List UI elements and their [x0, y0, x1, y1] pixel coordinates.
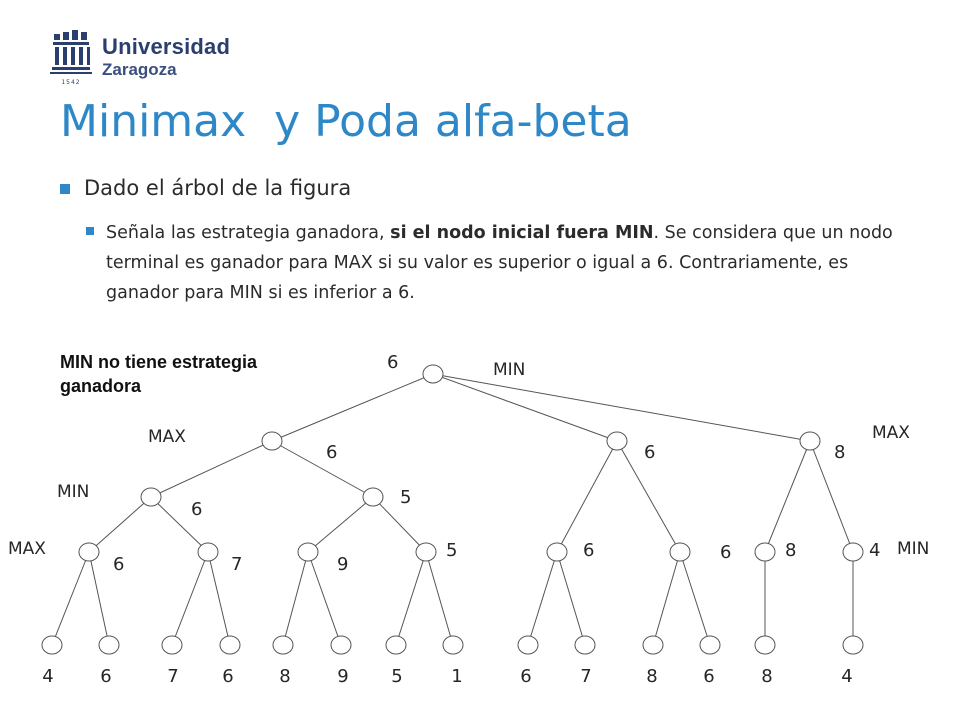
node-value-b3: 8 [834, 442, 846, 463]
level-label-min-left: MIN [57, 482, 90, 502]
tree-leaf [575, 636, 595, 654]
tree-edge [283, 552, 308, 645]
tree-node-d8 [843, 543, 863, 561]
node-value-d4: 5 [446, 540, 458, 561]
tree-node-d1 [79, 543, 99, 561]
level-label-min-root: MIN [493, 360, 526, 380]
leaf-value: 8 [646, 666, 658, 687]
tree-leaf [162, 636, 182, 654]
node-value-d5: 6 [583, 540, 595, 561]
tree-node-d6 [670, 543, 690, 561]
tree-edge [151, 441, 272, 497]
tree-edge [653, 552, 680, 645]
bullet-level1-text: Dado el árbol de la figura [84, 176, 352, 200]
level-label-max-left: MAX [148, 427, 186, 447]
leaf-value: 4 [42, 666, 54, 687]
node-value-d1: 6 [113, 554, 125, 575]
leaf-value: 6 [703, 666, 715, 687]
bullet-level2-post: . Se considera que un nodo terminal es ganador para MAX si su valor es superior o igual a 6. Contrariamente, es ganador para MIN si es inferior a 6. [106, 223, 893, 303]
tree-edge [680, 552, 710, 645]
tree-edge [89, 497, 151, 552]
tree-edge [308, 497, 373, 552]
tree-leaf [273, 636, 293, 654]
tree-edge [528, 552, 557, 645]
tree-node-root [423, 365, 443, 383]
node-value-d6: 6 [720, 542, 732, 563]
tree-edge [557, 441, 617, 552]
leaf-value: 8 [761, 666, 773, 687]
tree-node-b2 [607, 432, 627, 450]
tree-node-d5 [547, 543, 567, 561]
logo-line1: Universidad [102, 34, 231, 59]
node-value-b2: 6 [644, 442, 656, 463]
level-label-max-right: MAX [872, 423, 910, 443]
leaf-value: 5 [391, 666, 403, 687]
leaf-value: 1 [451, 666, 463, 687]
tree-node-b3 [800, 432, 820, 450]
leaf-value: 4 [841, 666, 853, 687]
tree-edge [765, 441, 810, 552]
level-label-min-bottom-right: MIN [897, 539, 930, 559]
strategy-note: MIN no tiene estrategia ganadora [60, 352, 258, 396]
node-value-d2: 7 [231, 554, 243, 575]
logo-year: 1542 [61, 79, 81, 86]
tree-edge [433, 374, 617, 441]
node-value-d7: 8 [785, 540, 797, 561]
bullet-level2-pre: Señala las estrategia ganadora, [106, 223, 391, 243]
tree-edge [172, 552, 208, 645]
logo-line2: Zaragoza [102, 60, 177, 79]
tree-leaf [843, 636, 863, 654]
leaf-value: 6 [100, 666, 112, 687]
tree-edge [810, 441, 853, 552]
tree-node-c1 [141, 488, 161, 506]
leaf-value: 7 [167, 666, 179, 687]
leaf-value: 6 [520, 666, 532, 687]
tree-leaf [99, 636, 119, 654]
node-value-d3: 9 [337, 554, 349, 575]
tree-leaf [386, 636, 406, 654]
tree-leaf [331, 636, 351, 654]
leaf-value: 8 [279, 666, 291, 687]
node-value-b1: 6 [326, 442, 338, 463]
tree-node-d2 [198, 543, 218, 561]
tree-node-d3 [298, 543, 318, 561]
tree-leaf [700, 636, 720, 654]
tree-edge [272, 441, 373, 497]
node-value-d8: 4 [869, 540, 881, 561]
tree-node-d7 [755, 543, 775, 561]
tree-edge [426, 552, 453, 645]
node-value-c2: 5 [400, 487, 412, 508]
tree-leaf [220, 636, 240, 654]
level-label-max-bottom-left: MAX [8, 539, 46, 559]
tree-edge [557, 552, 585, 645]
tree-leaf [755, 636, 775, 654]
node-value-root: 6 [387, 352, 399, 373]
tree-leaf [443, 636, 463, 654]
tree-edge [272, 374, 433, 441]
leaf-value: 6 [222, 666, 234, 687]
tree-node-b1 [262, 432, 282, 450]
tree-leaf [42, 636, 62, 654]
tree-edge [52, 552, 89, 645]
leaf-value: 7 [580, 666, 592, 687]
tree-edge [433, 374, 810, 441]
tree-edge [396, 552, 426, 645]
tree-node-d4 [416, 543, 436, 561]
node-value-c1: 6 [191, 499, 203, 520]
tree-leaf [643, 636, 663, 654]
slide-title: Minimax y Poda alfa-beta [60, 96, 632, 147]
tree-node-c2 [363, 488, 383, 506]
tree-edge [89, 552, 109, 645]
tree-edge [208, 552, 230, 645]
leaf-value: 9 [337, 666, 349, 687]
tree-leaf [518, 636, 538, 654]
bullet-level2-bold: si el nodo inicial fuera MIN [390, 223, 654, 243]
